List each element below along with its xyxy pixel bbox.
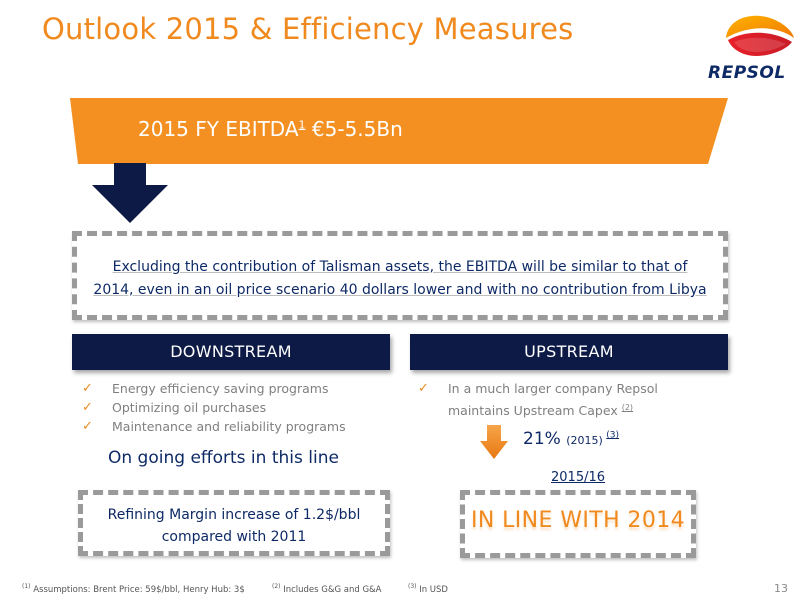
repsol-logo [700, 8, 800, 86]
upstream-bullet-footnote: (2) [621, 403, 634, 412]
page-number: 13 [774, 582, 788, 595]
ebitda-banner-text [138, 117, 403, 141]
footnote-3-text: In USD [416, 584, 448, 595]
repsol-logo-icon [700, 8, 800, 68]
upstream-bullet-line-1: In a much larger company Repsol [448, 381, 658, 396]
check-icon: ✓ [82, 400, 93, 415]
list-item [418, 379, 718, 420]
excluding-line-1: Excluding the contribution of Talisman assets, the EBITDA will be similar to that of [112, 259, 688, 275]
banner-text-after: €5-5.5Bn [305, 117, 403, 141]
refining-line-2: compared with 2011 [161, 529, 307, 545]
refining-margin-box [78, 490, 390, 556]
banner-text-before: 2015 FY EBITDA [138, 117, 299, 141]
bullet-text: Optimizing oil purchases [112, 400, 267, 415]
down-arrow-icon [92, 163, 168, 223]
upstream-bullet-list [418, 379, 718, 420]
footnote-2 [272, 583, 382, 595]
check-icon: ✓ [418, 381, 429, 396]
footnote-3 [408, 583, 448, 595]
downstream-header: DOWNSTREAM [72, 334, 390, 370]
check-icon: ✓ [82, 419, 93, 434]
banner-superscript: 1 [298, 118, 306, 132]
excluding-text [77, 256, 723, 302]
footnote-2-marker: (2) [272, 583, 281, 590]
percent-value: 21% [523, 429, 567, 449]
slide-title: Outlook 2015 & Efficiency Measures [42, 12, 574, 46]
period-label: 2015/16 [551, 470, 606, 485]
in-line-text: IN LINE WITH 2014 [470, 508, 686, 533]
percent-footnote: (3) [606, 430, 620, 441]
small-down-arrow-icon [480, 425, 508, 459]
excluding-talisman-box [72, 231, 728, 320]
footnote-1 [22, 583, 245, 595]
logo-wordmark: REPSOL [708, 63, 786, 83]
refining-text [83, 504, 385, 548]
ongoing-efforts-text: On going efforts in this line [108, 448, 339, 468]
in-line-with-2014-box [460, 490, 696, 558]
bullet-text: Maintenance and reliability programs [112, 419, 346, 434]
check-icon: ✓ [82, 381, 93, 396]
footnote-3-marker: (3) [408, 583, 417, 590]
footnote-1-marker: (1) [22, 583, 31, 590]
list-item [82, 379, 392, 398]
bullet-text: Energy efficiency saving programs [112, 381, 329, 396]
footnote-2-text: Includes G&G and G&A [280, 584, 382, 595]
downstream-bullet-list [82, 379, 392, 436]
list-item [82, 417, 392, 436]
capex-percent [523, 429, 619, 449]
list-item [82, 398, 392, 417]
upstream-bullet-line-2: maintains Upstream Capex [448, 403, 622, 419]
upstream-header: UPSTREAM [410, 334, 728, 370]
footnote-1-text: Assumptions: Brent Price: 59$/bbl, Henry Hub: 3$ [30, 584, 245, 595]
percent-year: (2015) [566, 434, 607, 447]
refining-line-1: Refining Margin increase of 1.2$/bbl [107, 507, 361, 523]
excluding-line-2: 2014, even in an oil price scenario 40 dollars lower and with no contribution from Libya [93, 282, 707, 298]
